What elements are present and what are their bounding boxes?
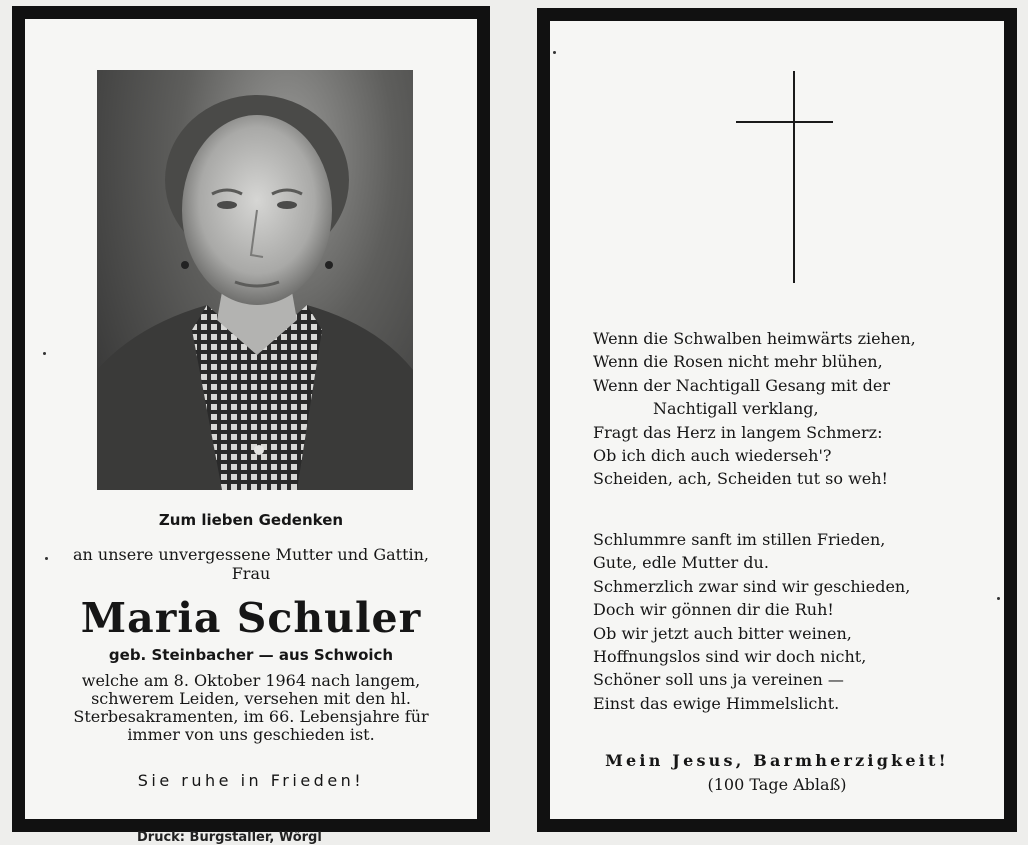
card-intro: an unsere unvergessene Mutter und Gattin, Frau <box>72 545 430 583</box>
card-front-inner <box>25 19 477 819</box>
poem-line: Wenn die Schwalben heimwärts ziehen, <box>593 329 916 348</box>
speck <box>45 557 48 560</box>
closing-prayer: Mein Jesus, Barmherzigkeit! <box>605 751 949 770</box>
poem-line: Fragt das Herz in langem Schmerz: <box>593 422 883 442</box>
poem-line: Wenn die Rosen nicht mehr blühen, <box>593 352 883 372</box>
poem-line: Wenn der Nachtigall Gesang mit der <box>593 375 890 395</box>
cross-icon <box>793 71 795 283</box>
birth-name-line: geb. Steinbacher — aus Schwoich <box>108 646 394 664</box>
poem-line: Ob ich dich auch wiederseh'? <box>593 446 832 466</box>
poem-line: Nachtigall verklang, <box>653 399 819 419</box>
memorial-card-back <box>537 8 1017 832</box>
poem-line: Schöner soll uns ja vereinen — <box>593 670 844 690</box>
poem-stanza-1 <box>593 327 916 491</box>
rest-in-peace: Sie ruhe in Frieden! <box>137 771 365 790</box>
poem-line: Doch wir gönnen dir die Ruh! <box>593 600 834 620</box>
speck <box>43 352 46 355</box>
poem-line: Hoffnungslos sind wir doch nicht, <box>593 647 867 667</box>
poem-line: Scheiden, ach, Scheiden tut so weh! <box>593 469 888 489</box>
poem-line: Ob wir jetzt auch bitter weinen, <box>593 623 852 643</box>
card-heading: Zum lieben Gedenken <box>158 511 344 529</box>
poem-line: Gute, edle Mutter du. <box>593 553 769 573</box>
death-notice-text: welche am 8. Oktober 1964 nach langem, schwerem Leiden, versehen mit den hl. Sterbesakramenten, im 66. Lebensjahre für immer von uns geschieden ist. <box>73 671 429 744</box>
deceased-name: Maria Schuler <box>80 594 422 642</box>
portrait-photo <box>97 70 413 490</box>
cross-icon-bar <box>736 121 833 123</box>
poem-line: Einst das ewige Himmelslicht. <box>593 693 840 713</box>
portrait-illustration <box>97 70 413 490</box>
printer-credit: Druck: Burgstaller, Wörgl <box>137 830 322 845</box>
speck <box>553 51 556 54</box>
indulgence-note: (100 Tage Ablaß) <box>707 775 847 794</box>
poem-stanza-2 <box>593 528 910 715</box>
memorial-card-front <box>12 6 490 832</box>
speck <box>997 597 1000 600</box>
poem-line: Schmerzlich zwar sind wir geschieden, <box>593 576 911 596</box>
card-back-inner <box>550 21 1004 819</box>
poem-line: Schlummre sanft im stillen Frieden, <box>593 530 886 549</box>
